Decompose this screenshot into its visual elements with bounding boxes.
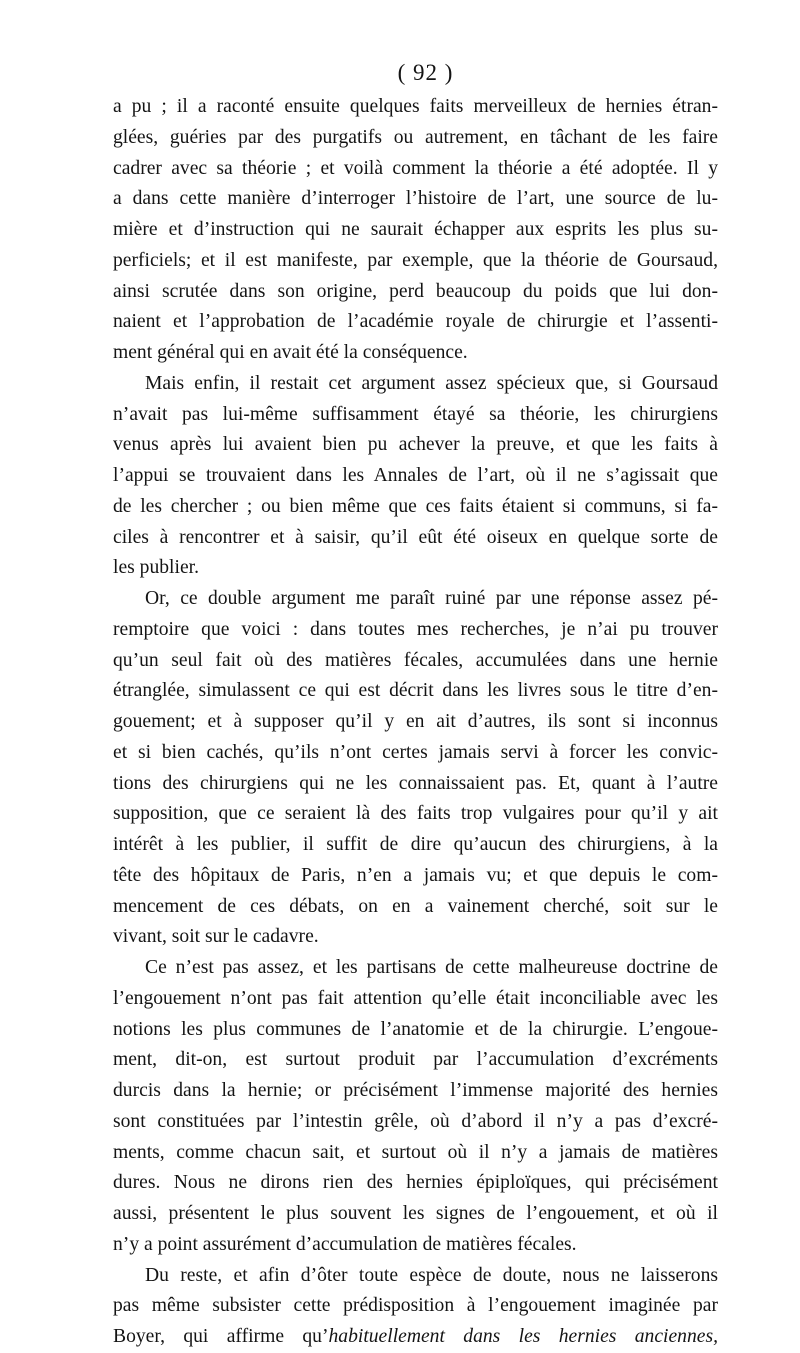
- text-line: ainsi scrutée dans son origine, perd beaucoup du poids que lui don-: [113, 280, 718, 302]
- text-line: mière et d’instruction qui ne saurait échapper aux esprits les plus su-: [113, 219, 718, 240]
- text-line: Or, ce double argument me paraît ruiné par une réponse assez pé-: [145, 588, 718, 609]
- text-line: ciles à rencontrer et à saisir, qu’il eût été oiseux en quelque sorte de: [113, 526, 718, 548]
- page-number: ( 92 ): [397, 60, 454, 85]
- text-line: tête des hôpitaux de Paris, n’en a jamais vu; et que depuis le com-: [113, 864, 718, 886]
- text-line: perficiels; et il est manifeste, par exemple, que la théorie de Goursaud,: [113, 249, 718, 271]
- text-line: naient et l’approbation de l’académie royale de chirurgie et l’assenti-: [113, 311, 718, 333]
- text-line: ment, dit-on, est surtout produit par l’accumulation d’excréments: [113, 1049, 718, 1071]
- text-line: et si bien cachés, qu’ils n’ont certes jamais servi à forcer les convic-: [113, 741, 718, 763]
- text-line: a dans cette manière d’interroger l’histoire de l’art, une source de lu-: [113, 188, 718, 210]
- text-line: gouement; et à supposer qu’il y en ait d’autres, ils sont si inconnus: [113, 711, 718, 732]
- text-line: aussi, présentent le plus souvent les signes de l’engouement, et où il: [113, 1203, 718, 1224]
- text-line: vivant, soit sur le cadavre.: [113, 926, 319, 948]
- text-line: Mais enfin, il restait cet argument assez spécieux que, si Goursaud: [145, 372, 718, 394]
- text-line: de les chercher ; ou bien même que ces faits étaient si communs, si fa-: [113, 495, 718, 517]
- text-line: ments, comme chacun sait, et surtout où il n’y a jamais de matières: [113, 1141, 718, 1163]
- text-line: Ce n’est pas assez, et les partisans de cette malheureuse doctrine de: [145, 957, 718, 978]
- text-line: étranglée, simulassent ce qui est décrit dans les livres sous le titre d’en-: [113, 680, 718, 702]
- text-line: a pu ; il a raconté ensuite quelques faits merveilleux de hernies étran-: [113, 96, 718, 117]
- text-line: dures. Nous ne dirons rien des hernies épiploïques, qui précisément: [113, 1172, 718, 1194]
- text-line: ment général qui en avait été la conséquence.: [113, 342, 468, 363]
- text-line: supposition, que ce seraient là des faits trop vulgaires pour qu’il y ait: [113, 803, 718, 825]
- text-line: Du reste, et afin d’ôter toute espèce de doute, nous ne laisserons: [145, 1264, 718, 1286]
- text-line: durcis dans la hernie; or précisément l’immense majorité des hernies: [113, 1080, 718, 1101]
- final-line-text: Boyer, qui affirme qu’: [113, 1326, 329, 1347]
- text-line: l’engouement n’ont pas fait attention qu’elle était inconciliable avec les: [113, 987, 718, 1009]
- text-line: pas même subsister cette prédisposition à l’engouement imaginée par: [113, 1295, 718, 1317]
- text-line: remptoire que voici : dans toutes mes recherches, je n’ai pu trouver: [113, 618, 718, 640]
- text-line: venus après lui avaient bien pu achever la preuve, et que les faits à: [113, 434, 718, 456]
- text-line: sont constituées par l’intestin grêle, où d’abord il n’y a pas d’excré-: [113, 1110, 718, 1132]
- text-line: qu’un seul fait où des matières fécales, accumulées dans une hernie: [113, 649, 718, 671]
- text-line: mencement de ces débats, on en a vainement cherché, soit sur le: [113, 895, 718, 917]
- text-line: les publier.: [113, 557, 199, 579]
- text-line: notions les plus communes de l’anatomie et de la chirurgie. L’engoue-: [113, 1018, 718, 1040]
- body-text: [113, 92, 718, 1322]
- final-line: [113, 1322, 718, 1353]
- text-line: glées, guéries par des purgatifs ou autrement, en tâchant de les faire: [113, 126, 718, 148]
- text-line: cadrer avec sa théorie ; et voilà comment la théorie a été adoptée. Il y: [113, 157, 718, 179]
- text-line: n’avait pas lui-même suffisamment étayé sa théorie, les chirurgiens: [113, 403, 718, 425]
- final-line-italic: habituellement dans les hernies anciennes,: [328, 1326, 718, 1347]
- text-line: n’y a point assurément d’accumulation de matières fécales.: [113, 1233, 577, 1255]
- text-line: intérêt à les publier, il suffit de dire qu’aucun des chirurgiens, à la: [113, 834, 718, 855]
- text-line: tions des chirurgiens qui ne les connaissaient pas. Et, quant à l’autre: [113, 772, 718, 794]
- text-line: l’appui se trouvaient dans les Annales de l’art, où il ne s’agissait que: [113, 465, 718, 486]
